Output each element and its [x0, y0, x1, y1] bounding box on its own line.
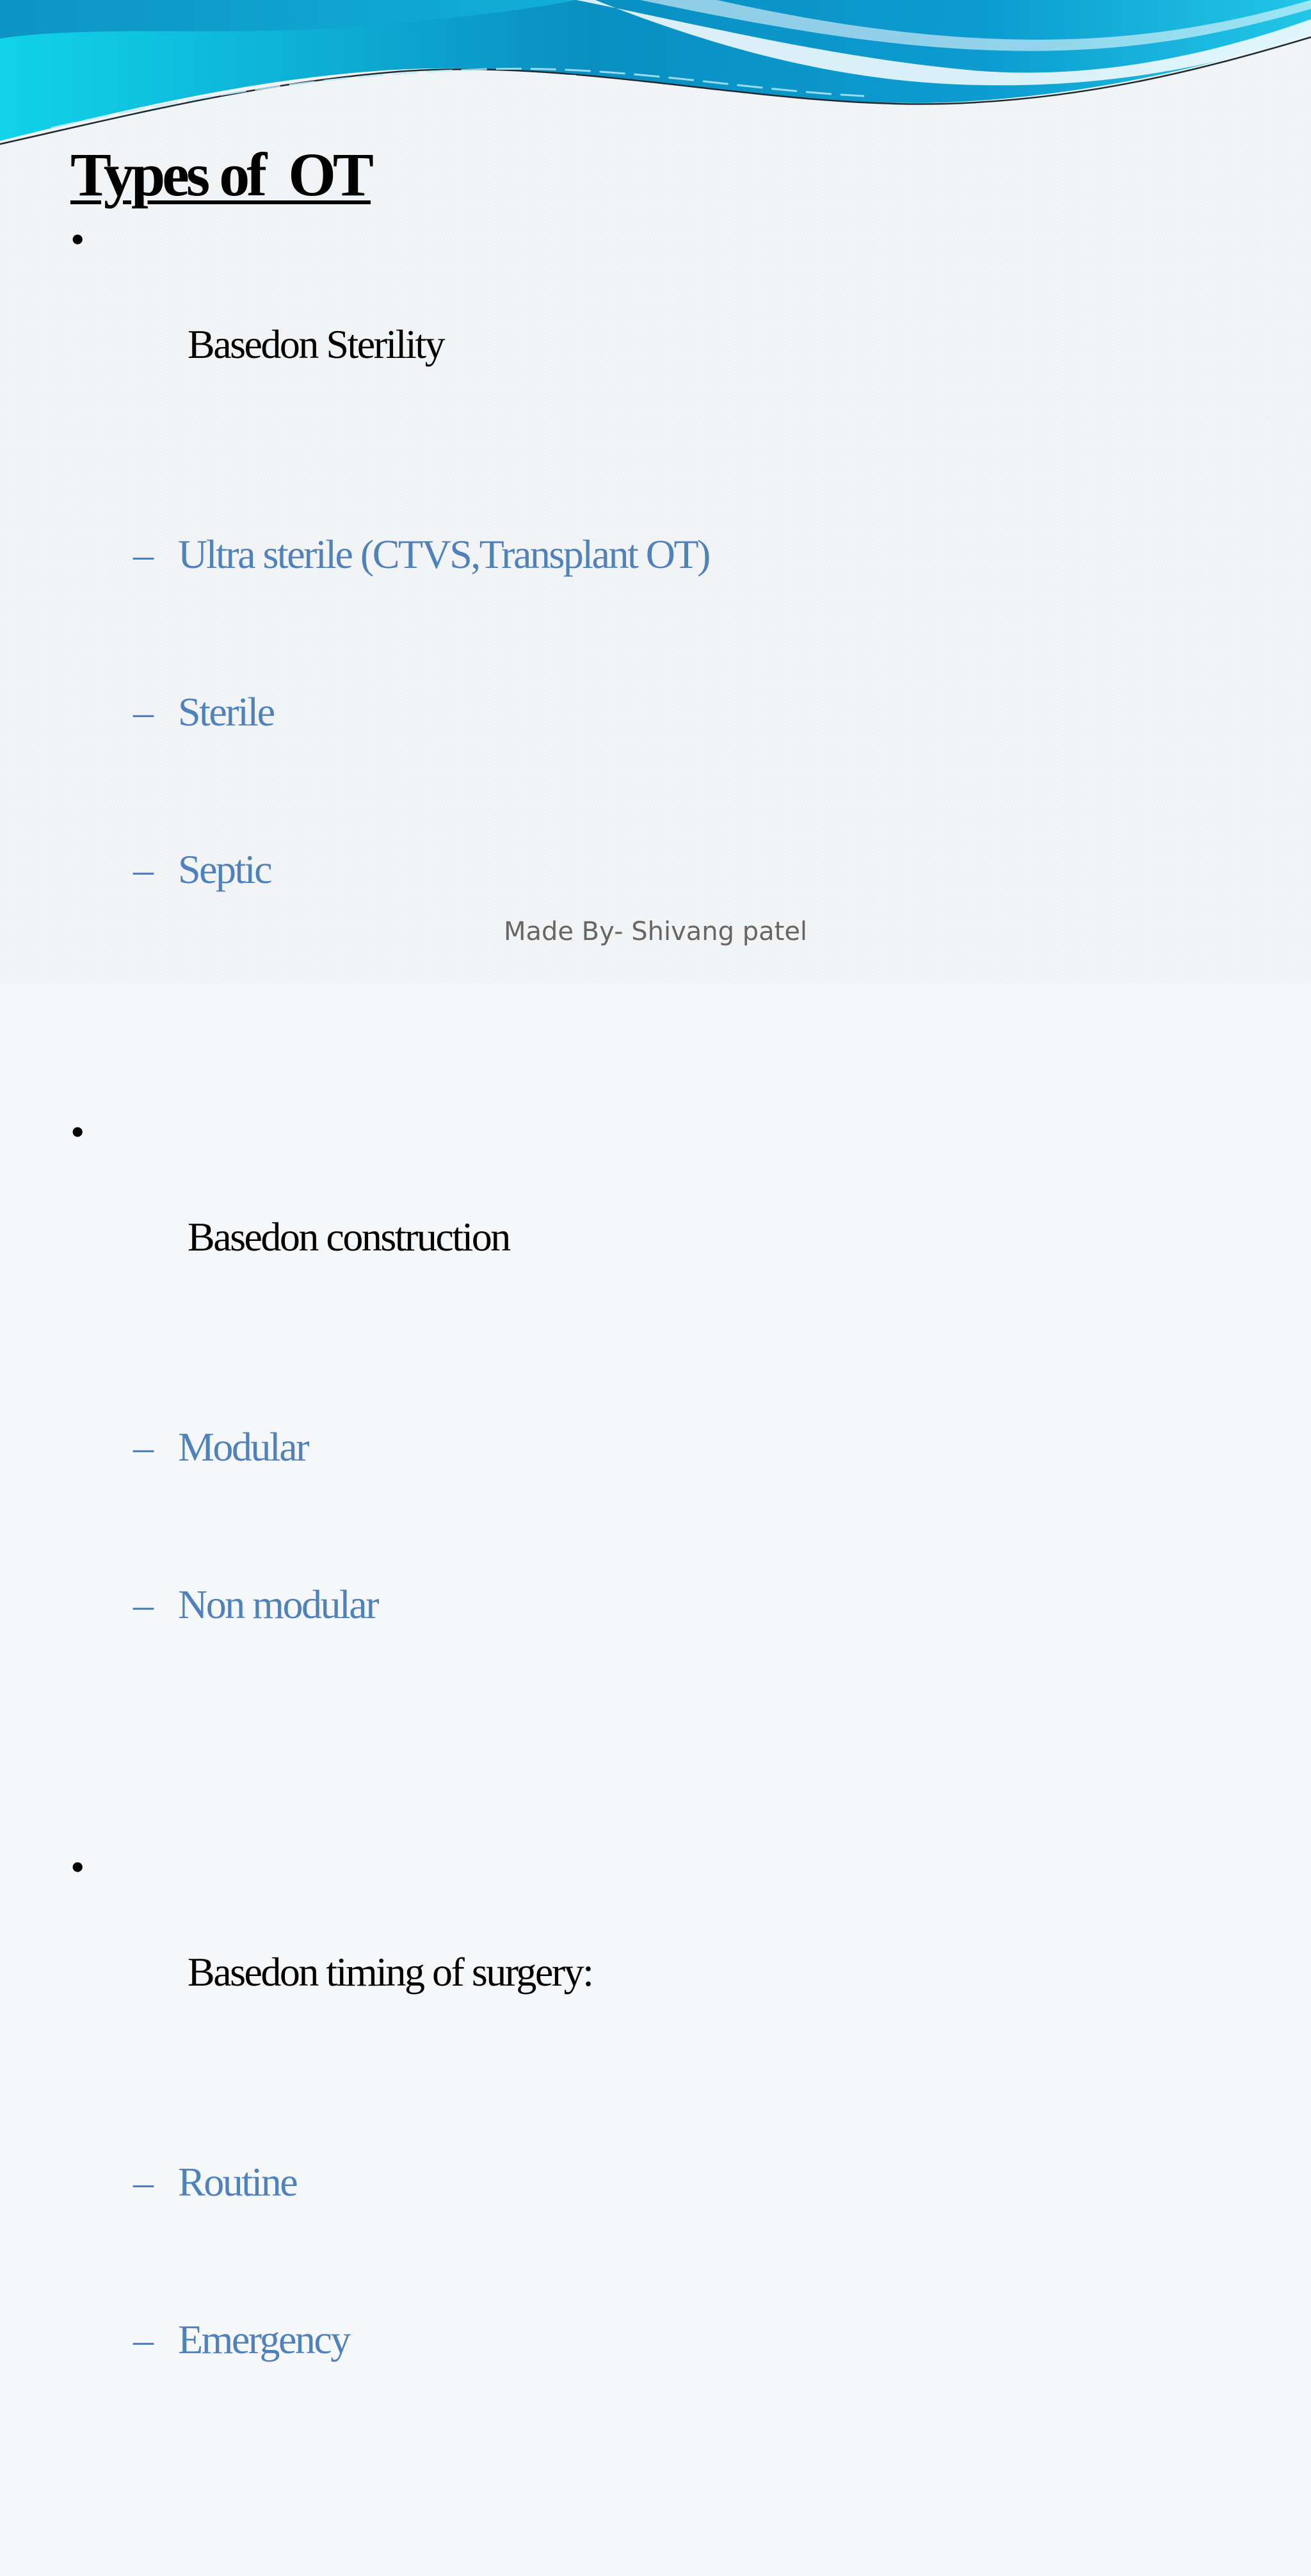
header-wave-decoration	[0, 0, 1311, 154]
bullet-marker: •	[70, 216, 85, 262]
list-item-sterility	[70, 213, 1223, 1106]
bullet-marker: •	[70, 1109, 85, 1154]
dash-marker: –	[133, 2159, 154, 2205]
slide-footer: Made By- Shivang patel	[503, 917, 808, 946]
sub-item	[70, 686, 1223, 738]
list-item-construction	[70, 1106, 1223, 1841]
dash-marker: –	[133, 2317, 154, 2362]
sub-item	[70, 2156, 1223, 2208]
bullet-marker: •	[70, 1844, 85, 1890]
sub-item-label: Non modular	[178, 1582, 378, 1627]
sub-item-label: Ultra sterile (CTVS,Transplant OT)	[178, 531, 709, 577]
sub-item-label: Septic	[178, 847, 271, 892]
list-item-timing	[70, 1841, 1223, 2576]
bullet-label: Basedon timing of surgery:	[188, 1949, 593, 1995]
sub-list	[118, 2051, 1223, 2471]
dash-marker: –	[133, 531, 154, 577]
sub-item-label: Routine	[178, 2159, 297, 2205]
sub-item-label: Sterile	[178, 689, 274, 734]
sub-item	[70, 843, 1223, 896]
slide-title: Types of OT	[70, 140, 371, 209]
sub-item	[70, 2313, 1223, 2366]
dash-marker: –	[133, 847, 154, 892]
dash-marker: –	[133, 1582, 154, 1627]
bullet-label: Basedon Sterility	[188, 321, 444, 367]
bullet-label: Basedon construction	[188, 1214, 510, 1260]
slide-content	[70, 140, 1223, 2576]
sub-item	[70, 528, 1223, 581]
sub-list	[118, 423, 1223, 1001]
outline-list	[70, 213, 1223, 2576]
sub-item	[70, 1421, 1223, 1473]
sub-list	[118, 1316, 1223, 1736]
sub-item-label: Emergency	[178, 2317, 350, 2362]
sub-item-label: Modular	[178, 1424, 308, 1470]
dash-marker: –	[133, 689, 154, 734]
dash-marker: –	[133, 1424, 154, 1470]
sub-item	[70, 1578, 1223, 1631]
